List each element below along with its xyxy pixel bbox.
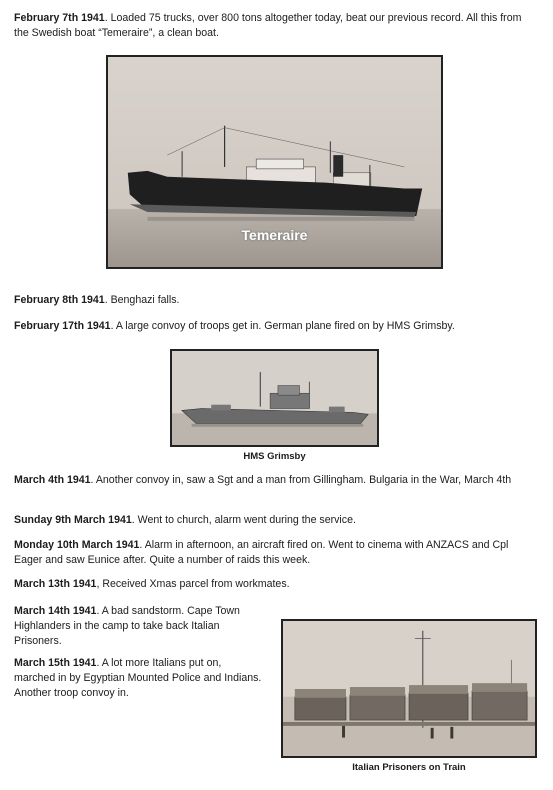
diary-entry — [14, 538, 539, 568]
prisoners-photo — [281, 619, 537, 758]
temeraire-label: Temeraire — [241, 227, 308, 243]
diary-entry — [14, 604, 264, 649]
diary-entry — [14, 319, 539, 334]
prisoners-caption: Italian Prisoners on Train — [352, 762, 466, 773]
entry-date: February 8th 1941 — [14, 294, 105, 306]
diary-entry — [14, 293, 534, 308]
entry-text: . Benghazi falls. — [104, 294, 180, 306]
entry-text: . A lot more Italians put on, marched in by Egyptian Mounted Police and Indians. Another troop convoy in. — [14, 657, 262, 699]
entry-date: Sunday 9th March 1941 — [14, 514, 132, 526]
entry-date: Monday 10th March 1941 — [14, 539, 140, 551]
entry-text: . Went to church, alarm went during the service. — [131, 514, 356, 526]
entry-text: . A bad sandstorm. Cape Town Highlanders in the camp to take back Italian Prisoners. — [14, 605, 240, 647]
diary-entry — [14, 513, 534, 528]
entry-date: March 14th 1941 — [14, 605, 97, 617]
entry-text: . Alarm in afternoon, an aircraft fired on. Went to cinema with ANZACS and Cpl Eager and saw Eunice after. Quite a number of raids this week. — [14, 539, 509, 566]
entry-date: February 17th 1941 — [14, 320, 111, 332]
grimsby-caption: HMS Grimsby — [243, 451, 306, 462]
diary-entry — [14, 656, 264, 701]
diary-entry — [14, 11, 534, 41]
entry-date: March 13th 1941 — [14, 578, 97, 590]
grimsby-photo — [170, 349, 379, 447]
entry-date: March 15th 1941 — [14, 657, 97, 669]
entry-text: . Another convoy in, saw a Sgt and a man from Gillingham. Bulgaria in the War, March 4th — [90, 474, 512, 486]
entry-text: . Loaded 75 trucks, over 800 tons altogether today, beat our previous record. All this from the Swedish boat “Temeraire”, a clean boat. — [14, 12, 522, 39]
temeraire-photo — [106, 55, 443, 269]
diary-entry — [14, 473, 534, 488]
entry-date: March 4th 1941 — [14, 474, 91, 486]
entry-text: . A large convoy of troops get in. German plane fired on by HMS Grimsby. — [110, 320, 455, 332]
entry-date: February 7th 1941 — [14, 12, 105, 24]
diary-entry — [14, 577, 534, 592]
entry-text: , Received Xmas parcel from workmates. — [96, 578, 290, 590]
